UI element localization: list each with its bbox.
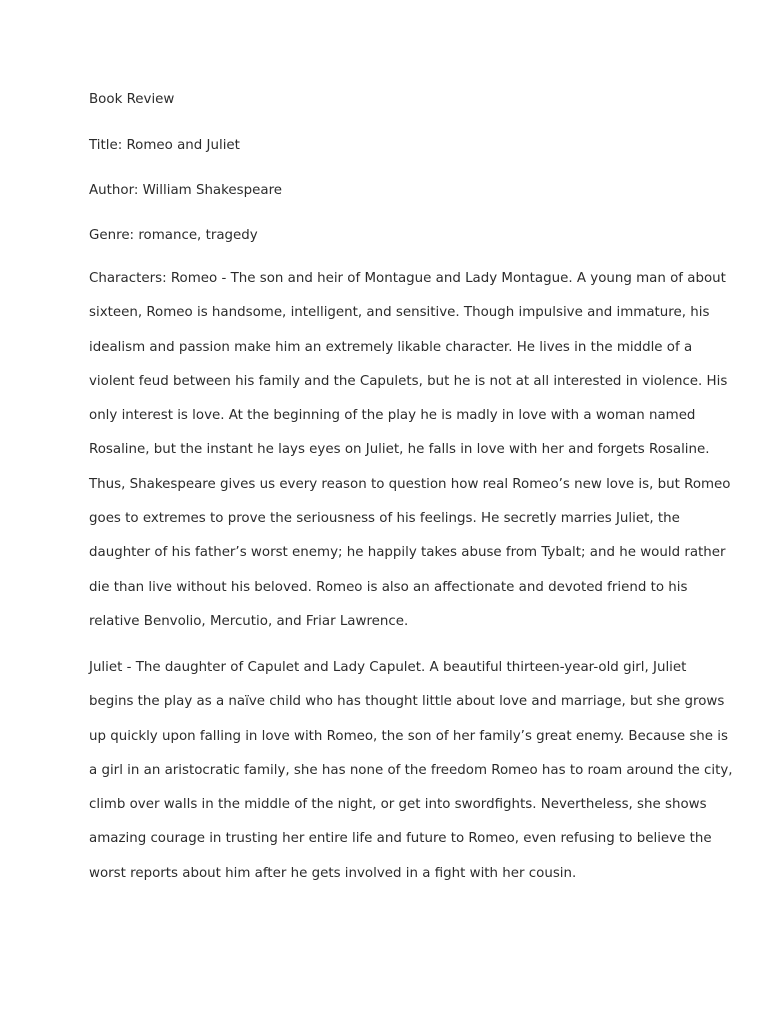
paragraph-romeo	[89, 262, 731, 639]
paragraph-line: violent feud between his family and the Capulets, but he is not at all interested in violence. His	[89, 373, 728, 389]
paragraph-line: die than live without his beloved. Romeo is also an affectionate and devoted friend to his	[89, 579, 688, 595]
document-heading: Book Review	[89, 92, 175, 107]
paragraph-line: Juliet - The daughter of Capulet and Lady Capulet. A beautiful thirteen-year-old girl, Juliet	[89, 660, 687, 675]
paragraph-line: Characters: Romeo - The son and heir of Montague and Lady Montague. A young man of about	[89, 271, 726, 286]
book-author-line: Author: William Shakespeare	[89, 183, 283, 198]
paragraph-line: Rosaline, but the instant he lays eyes on Juliet, he falls in love with her and forgets Rosaline.	[89, 442, 710, 458]
paragraph-line: only interest is love. At the beginning of the play he is madly in love with a woman named	[89, 408, 696, 424]
paragraph-line: goes to extremes to prove the seriousness of his feelings. He secretly marries Juliet, the	[89, 511, 680, 527]
paragraph-line: daughter of his father’s worst enemy; he happily takes abuse from Tybalt; and he would rather	[89, 545, 726, 561]
paragraph-line: Thus, Shakespeare gives us every reason to question how real Romeo’s new love is, but Romeo	[89, 476, 731, 492]
paragraph-line: climb over walls in the middle of the night, or get into swordfights. Nevertheless, she shows	[89, 797, 707, 813]
paragraph-line: begins the play as a naïve child who has thought little about love and marriage, but she grows	[89, 694, 725, 710]
paragraph-line: up quickly upon falling in love with Romeo, the son of her family’s great enemy. Because she is	[89, 728, 728, 744]
paragraph-line: amazing courage in trusting her entire life and future to Romeo, even refusing to believe the	[89, 831, 712, 847]
paragraph-juliet	[89, 651, 733, 891]
book-title-line: Title: Romeo and Juliet	[89, 138, 240, 153]
book-genre-line: Genre: romance, tragedy	[89, 228, 258, 243]
paragraph-line: a girl in an aristocratic family, she has none of the freedom Romeo has to roam around the city,	[89, 762, 733, 778]
paragraph-line: idealism and passion make him an extremely likable character. He lives in the middle of a	[89, 339, 693, 355]
paragraph-line: relative Benvolio, Mercutio, and Friar Lawrence.	[89, 613, 409, 629]
paragraph-line: worst reports about him after he gets involved in a fight with her cousin.	[89, 865, 577, 881]
paragraph-line: sixteen, Romeo is handsome, intelligent, and sensitive. Though impulsive and immature, his	[89, 305, 710, 321]
